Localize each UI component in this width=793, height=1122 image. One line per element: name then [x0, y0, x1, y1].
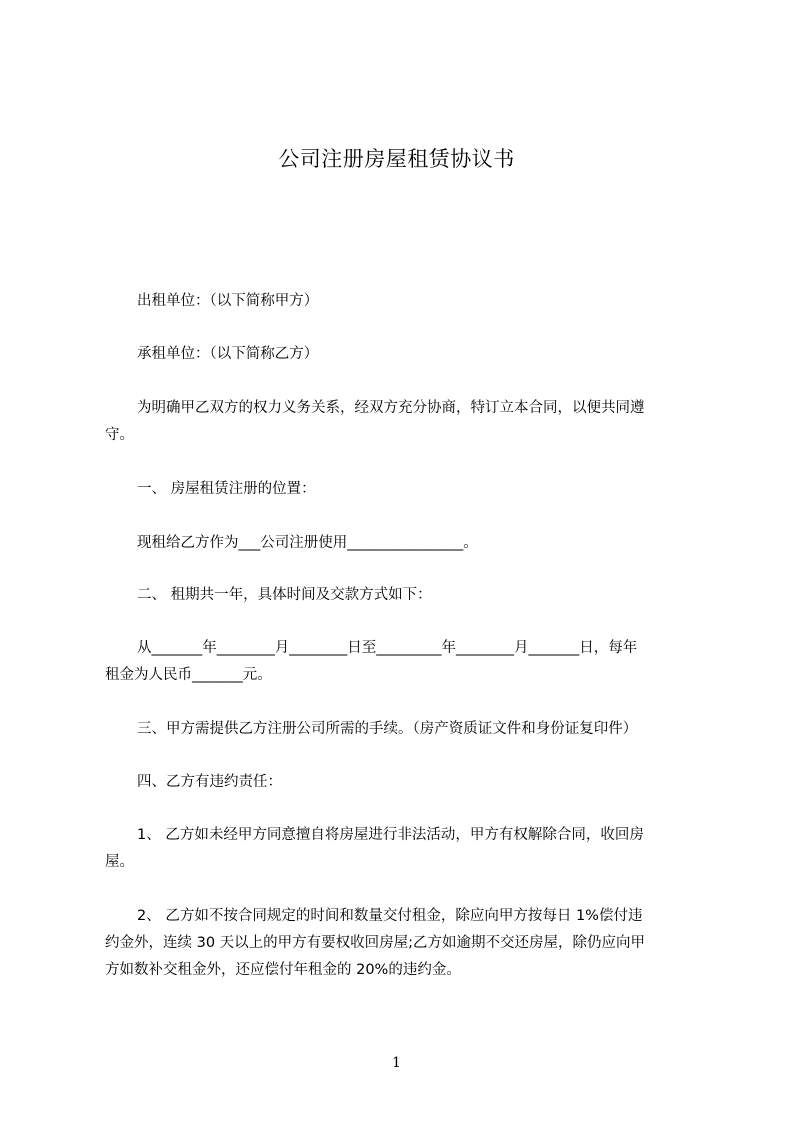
preamble-line-2: 守。 [105, 427, 134, 443]
item2-line-2: 约金外，连续 30 天以上的甲方有要权收回房屋;乙方如逾期不交还房屋，除仍应向甲 [105, 935, 646, 951]
item1-line-2: 屋。 [105, 854, 134, 870]
item2-line-3: 方如数补交租金外，还应偿付年租金的 20%的违约金。 [105, 962, 461, 978]
section4-heading: 四、乙方有违约责任： [137, 774, 282, 790]
item2-line-1: 2、 乙方如不按合同规定的时间和数量交付租金，除应向甲方按每日 1%偿付违 [137, 908, 643, 924]
section2-line-1: 从_______年________月________日至_________年________月_______日，每年 [137, 640, 638, 656]
section3-line: 三、甲方需提供乙方注册公司所需的手续。（房产资质证文件和身份证复印件） [137, 721, 638, 737]
section2-line-2: 租金为人民币_______元。 [105, 667, 272, 683]
lessee-line: 承租单位：（以下简称乙方） [137, 346, 319, 362]
section1-heading: 一、 房屋租赁注册的位置： [137, 481, 316, 497]
page-number: 1 [392, 1055, 401, 1071]
section1-body: 现租给乙方作为___公司注册使用________________。 [137, 535, 478, 551]
item1-line-1: 1、 乙方如未经甲方同意擅自将房屋进行非法活动，甲方有权解除合同，收回房 [137, 827, 644, 843]
preamble-line-1: 为明确甲乙双方的权力义务关系，经双方充分协商，特订立本合同，以便共同遵 [137, 400, 645, 416]
lessor-line: 出租单位：（以下简称甲方） [137, 293, 319, 309]
document-title: 公司注册房屋租赁协议书 [278, 147, 515, 171]
section2-heading: 二、 租期共一年，具体时间及交款方式如下： [137, 587, 432, 603]
